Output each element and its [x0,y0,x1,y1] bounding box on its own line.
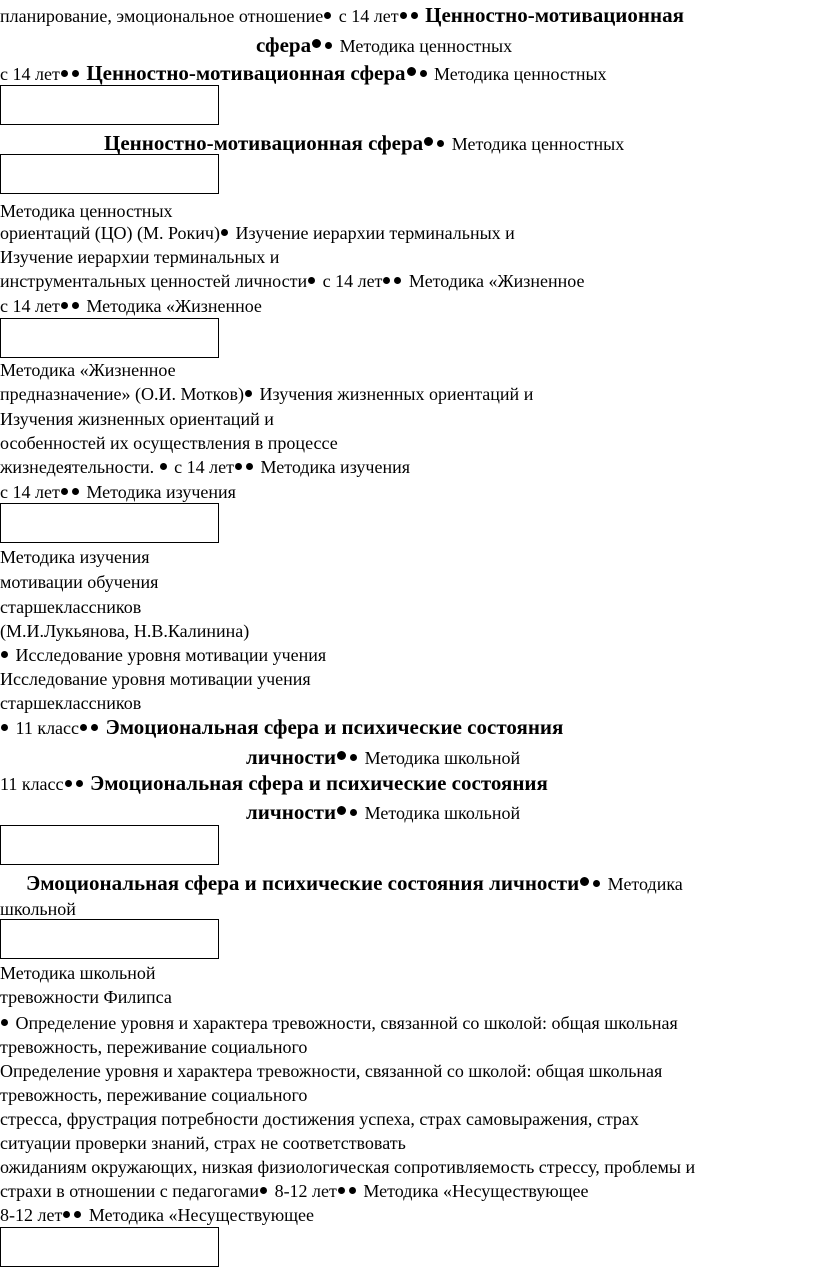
text-fragment: Определение уровня и характера тревожности, связанной со школой: общая школьная [15,1013,678,1033]
text-fragment: Методика ценностных [451,134,625,154]
text-fragment: планирование, эмоциональное отношение [0,6,324,26]
text-fragment: Методика школьной [364,803,521,823]
text-line: ситуации проверки знаний, страх не соответствовать [0,1133,406,1153]
text-fragment: инструментальных ценностей личности [0,271,308,291]
text-line: Исследование уровня мотивации учения [0,669,311,689]
bullet-icon [420,70,427,77]
text-line [246,801,520,824]
text-line: тревожность, переживание социального [0,1037,308,1057]
bullet-icon [383,277,390,284]
text-fragment: страхи в отношении с педагогами [0,1181,260,1201]
bullet-icon [411,12,418,19]
text-fragment: ориентаций (ЦО) (М. Рокич) [0,223,220,243]
text-line: Методика школьной [0,963,156,983]
text-line [0,4,684,27]
bullet-icon [160,463,167,470]
text-line: старшеклассников [0,693,142,713]
text-fragment: Методика [607,874,683,894]
bullet-icon [72,70,79,77]
text-line [0,270,585,292]
bullet-icon [337,806,346,815]
bullet-icon [350,809,357,816]
text-fragment: с 14 лет [338,6,399,26]
text-fragment: Методика «Жизненное [86,296,262,316]
text-line: тревожность, переживание социального [0,1085,308,1105]
text-fragment: Методика ценностных [339,36,513,56]
heading-fragment: Эмоциональная сфера и психические состояния личности [26,871,580,895]
bullet-icon [72,302,79,309]
text-line [256,34,512,57]
text-line [0,222,515,244]
text-line: (М.И.Лукьянова, Н.В.Калинина) [0,621,250,641]
empty-box [0,503,219,543]
empty-box [0,318,219,358]
text-line [0,1180,589,1202]
bullet-icon [221,229,228,236]
text-line [246,746,520,769]
bullet-icon [63,1211,70,1218]
bullet-icon [325,42,332,49]
text-line [0,481,236,503]
text-line [26,872,683,895]
bullet-icon [1,651,8,658]
text-fragment: предназначение» (О.И. Мотков) [0,384,244,404]
text-fragment: Методика «Несуществующее [363,1181,589,1201]
empty-box [0,154,219,194]
text-line: особенностей их осуществления в процессе [0,433,338,453]
text-fragment: 8-12 лет [0,1205,63,1225]
bullet-icon [61,70,68,77]
text-line [0,295,262,317]
bullet-icon [1,724,8,731]
text-line: стресса, фрустрация потребности достижения успеха, страх самовыражения, страх [0,1109,639,1129]
text-fragment: жизнедеятельности. [0,457,155,477]
bullet-icon [324,12,331,19]
heading-fragment: сфера [256,33,312,57]
bullet-icon [407,67,416,76]
heading-fragment: Ценностно-мотивационная [425,3,684,27]
text-fragment: с 14 лет [0,296,60,316]
text-fragment: Методика школьной [364,748,521,768]
bullet-icon [80,724,87,731]
bullet-icon [308,277,315,284]
text-fragment: Методика изучения [260,457,411,477]
text-line [0,1012,678,1034]
bullet-icon [580,877,589,886]
text-fragment: Изучение иерархии терминальных и [235,223,515,243]
bullet-icon [350,754,357,761]
bullet-icon [312,39,321,48]
text-fragment: 11 класс [15,718,80,738]
text-fragment: с 14 лет [174,457,234,477]
text-line [0,62,607,85]
text-line [0,1204,314,1226]
empty-box [0,85,219,125]
text-fragment: с 14 лет [0,482,60,502]
bullet-icon [74,1211,81,1218]
bullet-icon [338,1187,345,1194]
heading-fragment: Эмоциональная сфера и психические состояния [105,715,564,739]
empty-box [0,1227,219,1267]
text-line [0,772,548,795]
bullet-icon [61,302,68,309]
empty-box [0,919,219,959]
text-line: ожиданиям окружающих, низкая физиологическая сопротивляемость стрессу, проблемы и [0,1157,696,1177]
text-fragment: Исследование уровня мотивации учения [15,645,327,665]
bullet-icon [245,390,252,397]
text-line: тревожности Филипса [0,987,172,1007]
heading-fragment: Ценностно-мотивационная сфера [104,131,424,155]
text-fragment: Изучения жизненных ориентаций и [259,384,534,404]
text-line: Изучение иерархии терминальных и [0,247,280,267]
text-line: Изучения жизненных ориентаций и [0,409,274,429]
bullet-icon [394,277,401,284]
text-fragment: 8-12 лет [274,1181,337,1201]
text-fragment: с 14 лет [0,64,60,84]
text-line [0,456,410,478]
heading-fragment: личности [246,745,337,769]
bullet-icon [437,140,444,147]
bullet-icon [91,724,98,731]
text-fragment: Методика «Жизненное [408,271,585,291]
bullet-icon [260,1187,267,1194]
text-fragment: Методика ценностных [434,64,607,84]
text-line: старшеклассников [0,597,142,617]
text-line: Методика изучения [0,547,150,567]
bullet-icon [76,780,83,787]
bullet-icon [1,1019,8,1026]
text-line [0,716,563,739]
text-line: Определение уровня и характера тревожности, связанной со школой: общая школьная [0,1061,663,1081]
bullet-icon [61,488,68,495]
text-line: Методика ценностных [0,201,173,221]
text-line: Методика «Жизненное [0,360,176,380]
text-line [0,644,326,666]
text-fragment: Методика «Несуществующее [88,1205,314,1225]
text-line: школьной [0,899,76,919]
text-line: мотивации обучения [0,572,159,592]
text-line [104,132,624,155]
heading-fragment: Ценностно-мотивационная сфера [86,61,406,85]
bullet-icon [593,880,600,887]
bullet-icon [424,137,433,146]
bullet-icon [235,463,242,470]
heading-fragment: личности [246,800,337,824]
bullet-icon [400,12,407,19]
text-line [0,383,533,405]
bullet-icon [72,488,79,495]
text-fragment: Методика изучения [86,482,236,502]
heading-fragment: Эмоциональная сфера и психические состояния [90,771,548,795]
bullet-icon [337,751,346,760]
bullet-icon [65,780,72,787]
empty-box [0,825,219,865]
text-fragment: с 14 лет [322,271,383,291]
bullet-icon [349,1187,356,1194]
text-fragment: 11 класс [0,774,64,794]
bullet-icon [246,463,253,470]
